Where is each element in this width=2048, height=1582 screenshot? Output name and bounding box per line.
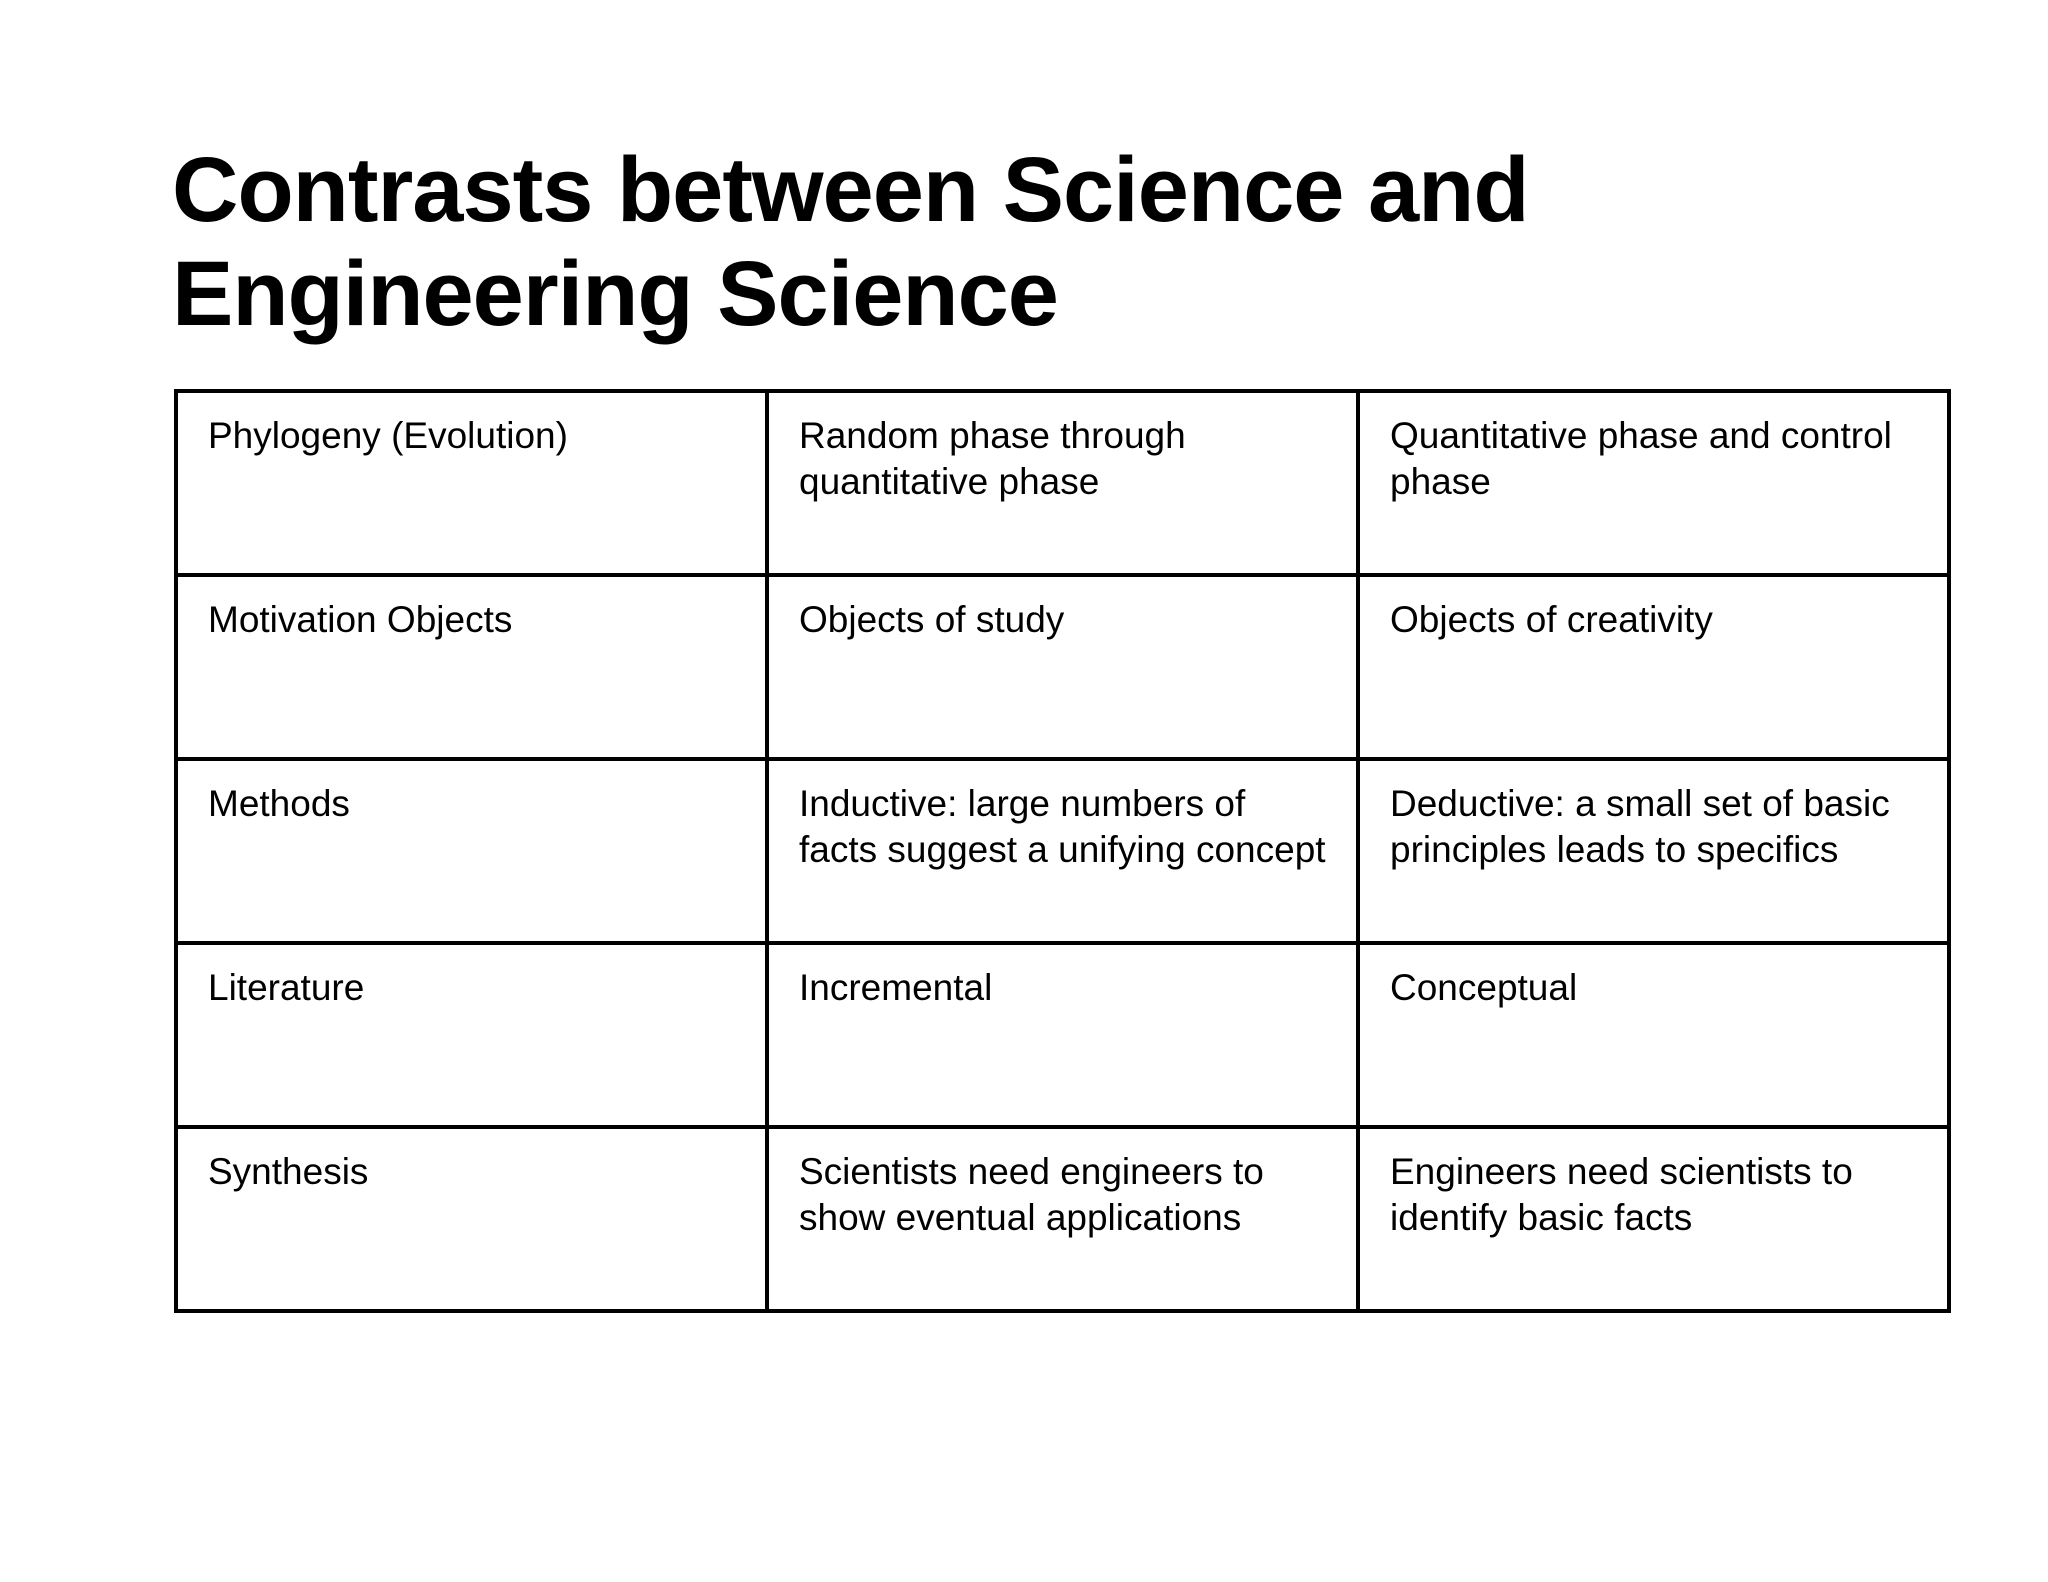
science-cell: Inductive: large numbers of facts suggest a unifying concept xyxy=(767,759,1358,943)
science-cell: Scientists need engineers to show eventual applications xyxy=(767,1127,1358,1311)
table-row xyxy=(176,391,1949,575)
engineering-science-cell: Quantitative phase and control phase xyxy=(1358,391,1949,575)
table-row xyxy=(176,759,1949,943)
row-label-cell: Phylogeny (Evolution) xyxy=(176,391,767,575)
science-cell: Incremental xyxy=(767,943,1358,1127)
slide-title xyxy=(172,138,1672,346)
table-row xyxy=(176,943,1949,1127)
engineering-science-cell: Deductive: a small set of basic principles leads to specifics xyxy=(1358,759,1949,943)
row-label-cell: Synthesis xyxy=(176,1127,767,1311)
slide-title-line-1: Contrasts between Science and xyxy=(172,139,1529,241)
row-label-cell: Literature xyxy=(176,943,767,1127)
slide-title-line-2: Engineering Science xyxy=(172,243,1058,345)
engineering-science-cell: Engineers need scientists to identify basic facts xyxy=(1358,1127,1949,1311)
science-cell: Random phase through quantitative phase xyxy=(767,391,1358,575)
table-row xyxy=(176,575,1949,759)
row-label-cell: Methods xyxy=(176,759,767,943)
engineering-science-cell: Objects of creativity xyxy=(1358,575,1949,759)
comparison-table xyxy=(174,389,1951,1313)
science-cell: Objects of study xyxy=(767,575,1358,759)
row-label-cell: Motivation Objects xyxy=(176,575,767,759)
table-row xyxy=(176,1127,1949,1311)
engineering-science-cell: Conceptual xyxy=(1358,943,1949,1127)
